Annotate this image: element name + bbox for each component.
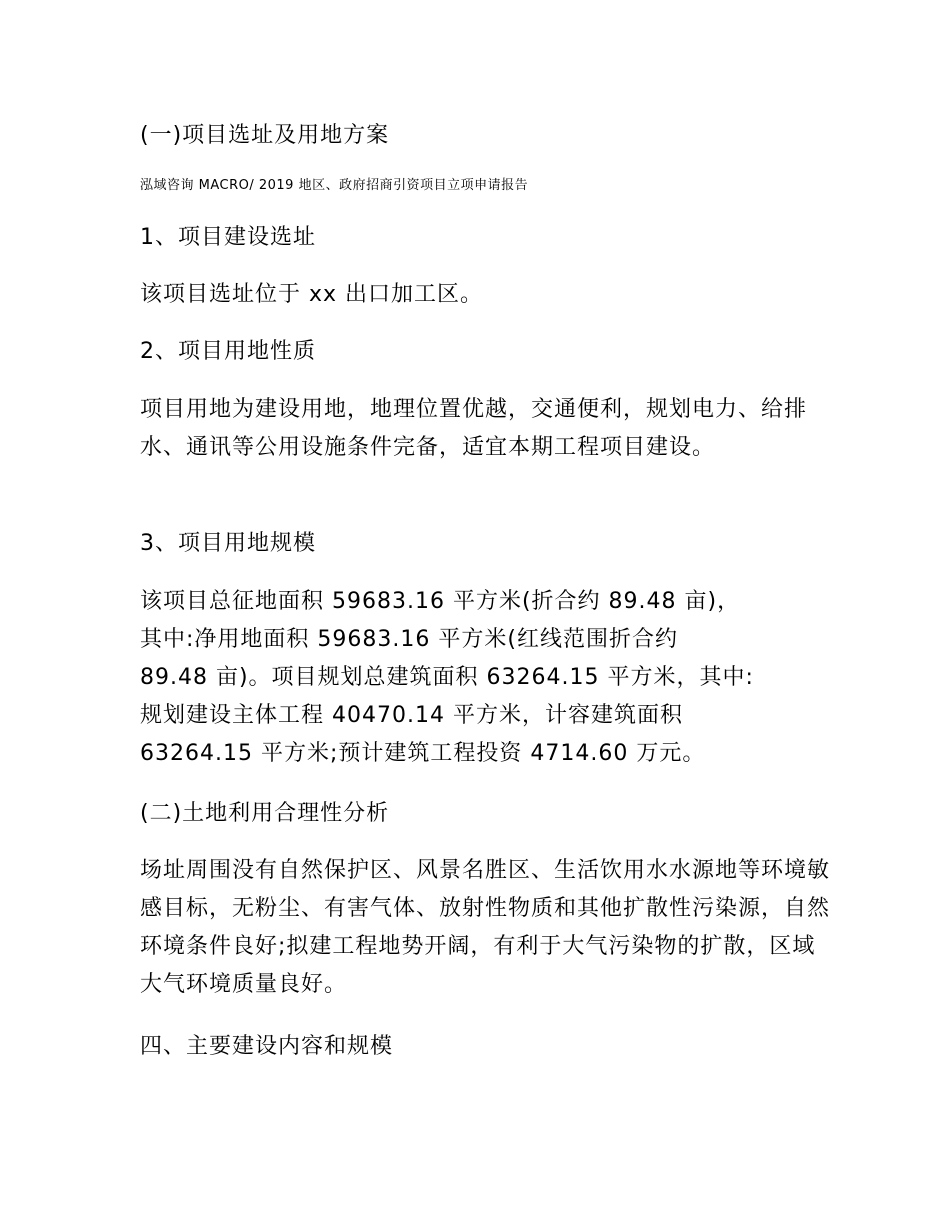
section-title: (一)项目选址及用地方案 <box>140 123 390 148</box>
paragraph-land-nature: 项目用地为建设用地，地理位置优越，交通便利，规划电力、给排水、通讯等公用设施条件完备，适宜本期工程项目建设。 <box>140 397 808 460</box>
report-header-line: 泓域咨询 MACRO/ 2019 地区、政府招商引资项目立项申请报告 <box>140 178 529 193</box>
heading-land-scale: 3、项目用地规模 <box>140 531 316 556</box>
heading-land-use-analysis: (二)土地利用合理性分析 <box>140 801 390 826</box>
paragraph-land-use-analysis: 场址周围没有自然保护区、风景名胜区、生活饮用水水源地等环境敏感目标，无粉尘、有害气体、放射性物质和其他扩散性污染源，自然环境条件良好;拟建工程地势开阔，有利于大气污染物的扩散，区域大气环境质量良好。 <box>140 858 831 997</box>
paragraph-site-location: 该项目选址位于 xx 出口加工区。 <box>140 282 484 307</box>
heading-project-site: 1、项目建设选址 <box>140 225 316 250</box>
paragraph-line: 其中:净用地面积 59683.16 平方米(红线范围折合约 <box>140 627 678 652</box>
paragraph-line: 89.48 亩)。项目规划总建筑面积 63264.15 平方米，其中: <box>140 665 754 690</box>
heading-main-construction: 四、主要建设内容和规模 <box>140 1034 394 1059</box>
heading-land-nature: 2、项目用地性质 <box>140 339 316 364</box>
paragraph-line: 63264.15 平方米;预计建筑工程投资 4714.60 万元。 <box>140 741 706 766</box>
paragraph-line: 该项目总征地面积 59683.16 平方米(折合约 89.48 亩)， <box>140 589 741 614</box>
paragraph-line: 规划建设主体工程 40470.14 平方米，计容建筑面积 <box>140 703 683 728</box>
paragraph-land-scale <box>140 583 830 773</box>
